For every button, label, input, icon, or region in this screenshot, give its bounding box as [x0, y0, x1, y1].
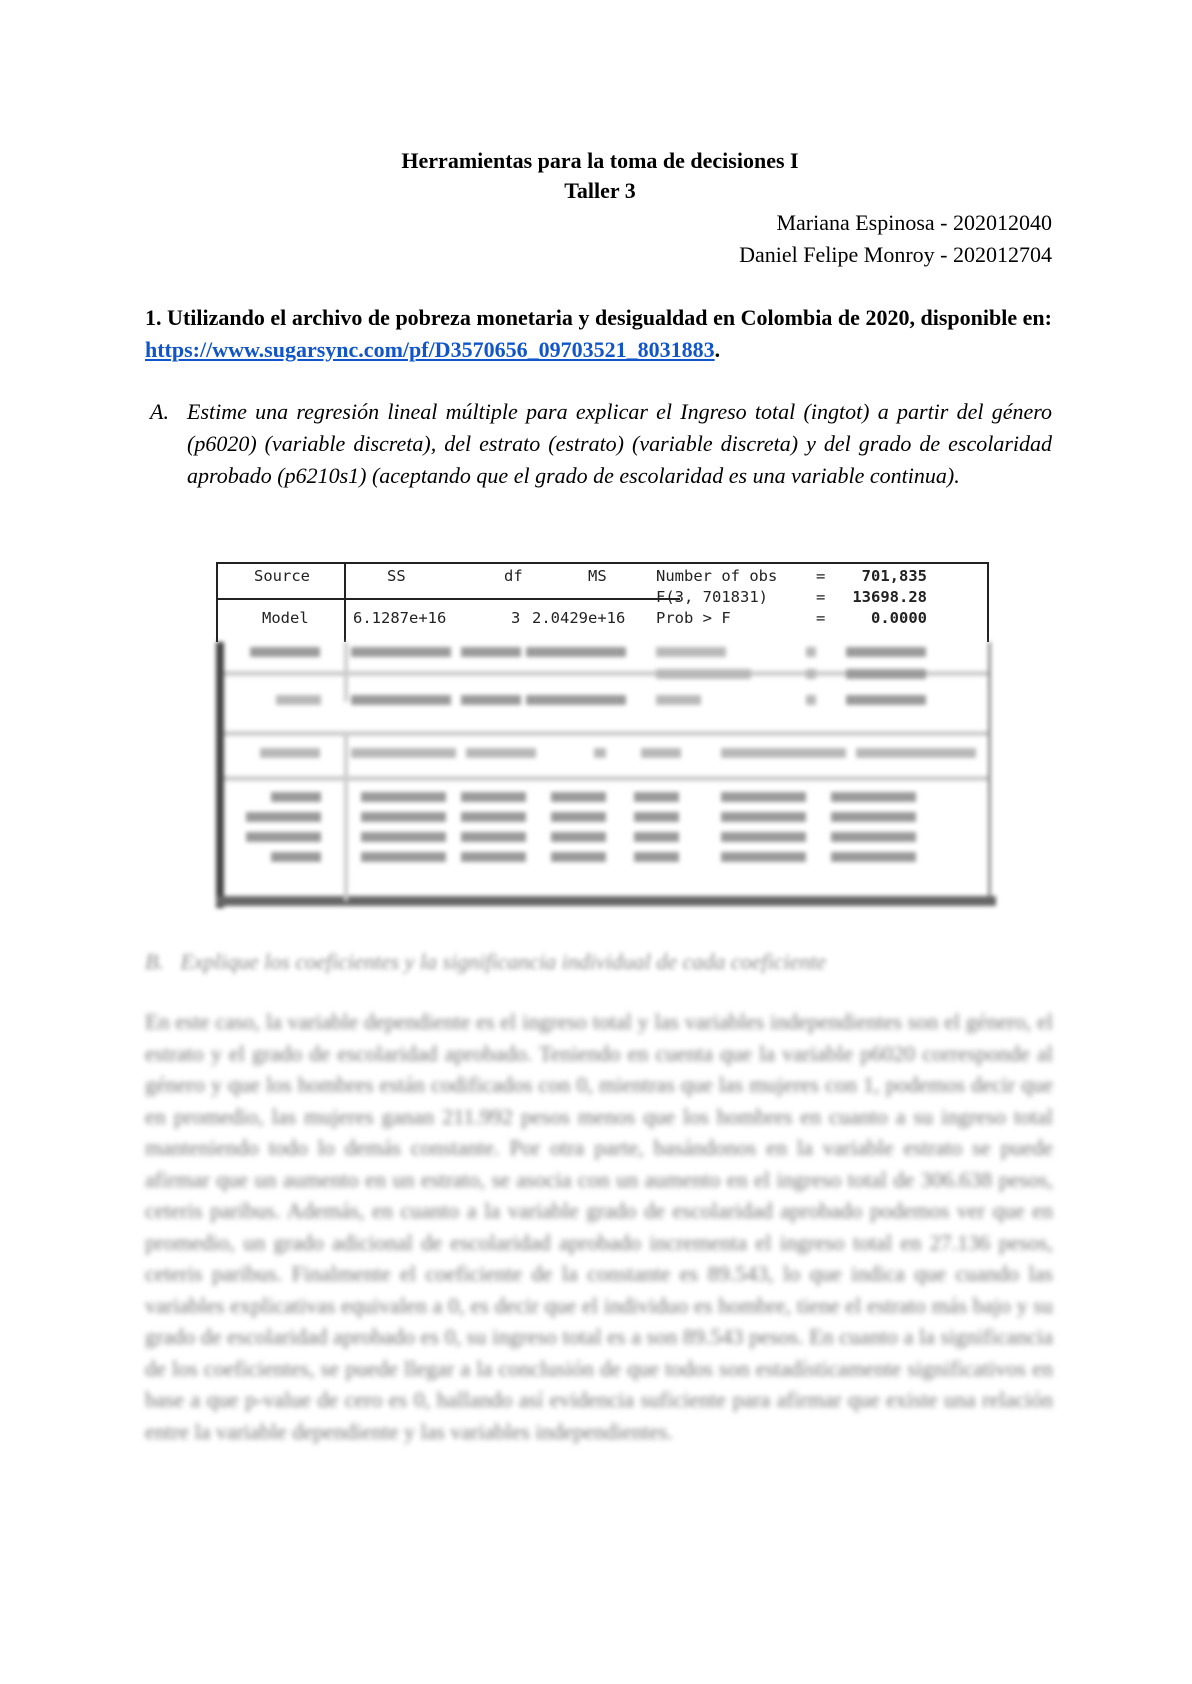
part-b-answer: En este caso, la variable dependiente es el ingreso total y las variables independientes son el género, el estrato y el grado de escolaridad aprobado. Teniendo en cuenta que la variable p6020 corresponde al género y que los hombres están codificados con 0, mientras que las mujeres con 1, podemos decir que en promedio, las mujeres ganan 211.992 pesos menos que los hombres en cuanto a su ingreso total manteniendo todo lo demás constante. Por otra parte, basándonos en la variable estrato se puede afirmar que un aumento en un estrato, se asocia con un aumento en el ingreso total de 306.638 pesos, ceteris paribus. Además, en cuanto a la variable grado de escolaridad aprobado podemos ver que en promedio, un grado adicional de escolaridad aprobado incrementa el ingreso total en 27.136 pesos, ceteris paribus. Finalmente el coeficiente de la constante es 89.543, lo que indica que cuando las variables explicativas equivalen a 0, es decir que el individuo es hombre, tiene el estrato más bajo y su grado de escolaridad aprobado es 0, su ingreso total es a son 89.543 pesos. En cuanto a la significancia de los coeficientes, se puede llegar a la conclusión de que todos son estadísticamente significativos en base a que p-value de cero es 0, hallando así evidencia suficiente para afirmar que existe una relación entre la variable dependiente y las variables independientes.: [145, 1009, 1053, 1444]
row-model-ss: 6.1287e+16: [353, 609, 447, 627]
redacted-cell: [461, 647, 521, 657]
redacted-cell: [461, 695, 521, 705]
stat-label-probf: Prob > F: [656, 609, 731, 627]
part-b: [145, 946, 826, 978]
authors-block: [739, 207, 1052, 271]
redacted-cell: [831, 852, 916, 862]
part-b-letter: B.: [145, 949, 164, 974]
dataset-link[interactable]: https://www.sugarsync.com/pf/D3570656_09703521_8031883: [145, 337, 715, 362]
header-ss: SS: [387, 567, 406, 585]
redacted-cell: [656, 647, 726, 657]
redacted-cell: [551, 832, 606, 842]
redacted-cell: [461, 852, 526, 862]
redacted-cell: [856, 748, 976, 758]
redacted-cell: [806, 647, 816, 657]
redacted-cell: [656, 669, 751, 679]
separator-line: [224, 731, 988, 736]
part-a: [150, 396, 1052, 492]
redacted-cell: [361, 812, 446, 822]
redacted-cell: [721, 832, 806, 842]
table-divider-horizontal: [218, 598, 680, 600]
redacted-cell: [831, 792, 916, 802]
redacted-cell: [806, 669, 816, 679]
author-1: Mariana Espinosa - 202012040: [776, 210, 1052, 235]
stat-value-nobs: 701,835: [861, 567, 927, 585]
redacted-cell: [634, 852, 679, 862]
redacted-cell: [351, 695, 451, 705]
question-1: [145, 302, 1052, 366]
redacted-cell: [271, 852, 321, 862]
redacted-cell: [846, 669, 926, 679]
redacted-cell: [634, 792, 679, 802]
redacted-cell: [641, 748, 681, 758]
redacted-cell: [721, 792, 806, 802]
document-title: Herramientas para la toma de decisiones I: [401, 148, 799, 173]
redacted-cell: [351, 647, 451, 657]
redacted-cell: [634, 812, 679, 822]
redacted-cell: [551, 792, 606, 802]
stat-eq-f: =: [816, 588, 826, 606]
redacted-cell: [721, 812, 806, 822]
redacted-cell: [466, 748, 536, 758]
redacted-cell: [551, 812, 606, 822]
stat-eq-probf: =: [816, 609, 826, 627]
stat-value-f: 13698.28: [852, 588, 927, 606]
redacted-cell: [551, 852, 606, 862]
separator-line-vertical: [344, 642, 348, 702]
table-divider-vertical: [344, 564, 346, 642]
redacted-cell: [246, 832, 321, 842]
redacted-cell: [361, 792, 446, 802]
redacted-cell: [634, 832, 679, 842]
part-a-text: Estime una regresión lineal múltiple para explicar el Ingreso total (ingtot) a partir del género (p6020) (variable discreta), del estrato (estrato) (variable discreta) y del grado de escolaridad aprobado (p6210s1) (aceptando que el grado de escolaridad es una variable continua).: [187, 399, 1052, 488]
redacted-cell: [246, 812, 321, 822]
part-a-letter: A.: [150, 399, 169, 424]
document-subtitle: Taller 3: [564, 178, 636, 203]
redacted-cell: [361, 852, 446, 862]
stat-value-probf: 0.0000: [871, 609, 927, 627]
separator-line-vertical: [344, 731, 348, 901]
separator-line: [224, 776, 988, 781]
redacted-cell: [250, 647, 320, 657]
header-df: df: [504, 567, 523, 585]
redacted-cell: [721, 748, 846, 758]
header-ms: MS: [588, 567, 607, 585]
redacted-cell: [351, 748, 456, 758]
redacted-cell: [846, 695, 926, 705]
redacted-cell: [461, 832, 526, 842]
table-right-border: [988, 642, 991, 898]
redacted-cell: [276, 695, 321, 705]
redacted-cell: [260, 748, 320, 758]
redacted-regression-table: [216, 642, 996, 908]
stat-label-f: F(3, 701831): [656, 588, 768, 606]
row-model-df: 3: [511, 609, 521, 627]
redacted-cell: [526, 647, 626, 657]
redacted-cell: [526, 695, 626, 705]
redacted-cell: [656, 695, 701, 705]
redacted-cell: [271, 792, 321, 802]
redacted-cell: [721, 852, 806, 862]
redacted-cell: [806, 695, 816, 705]
redacted-cell: [361, 832, 446, 842]
author-2: Daniel Felipe Monroy - 202012704: [739, 242, 1052, 267]
stat-label-nobs: Number of obs: [656, 567, 778, 585]
header-source: Source: [254, 567, 310, 585]
redacted-cell: [831, 812, 916, 822]
stata-regression-output: [216, 562, 989, 908]
redacted-cell: [831, 832, 916, 842]
question-1-text: 1. Utilizando el archivo de pobreza monetaria y desigualdad en Colombia de 2020, disponible en:: [145, 305, 1052, 330]
table-bottom-border: [216, 896, 996, 906]
document-title-block: [0, 146, 1192, 206]
redacted-cell: [846, 647, 926, 657]
table-left-border: [216, 642, 224, 908]
stat-eq-nobs: =: [816, 567, 826, 585]
part-b-text: Explique los coeficientes y la significancia individual de cada coeficiente: [180, 949, 827, 974]
redacted-cell: [461, 792, 526, 802]
redacted-cell: [461, 812, 526, 822]
redacted-cell: [594, 748, 606, 758]
row-model-ms: 2.0429e+16: [532, 609, 626, 627]
question-1-period: .: [714, 337, 721, 362]
row-model-source: Model: [262, 609, 309, 627]
